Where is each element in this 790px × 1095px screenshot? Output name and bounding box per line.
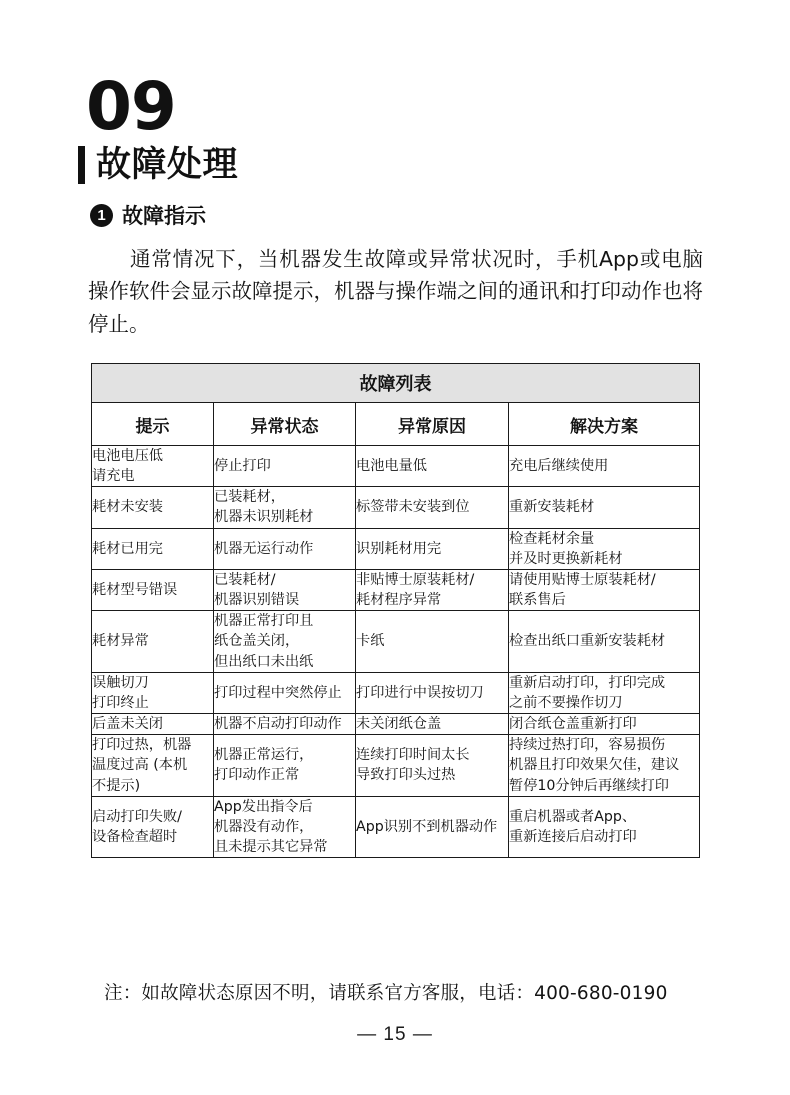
cell-solution: 检查出纸口重新安装耗材 <box>509 611 700 672</box>
cell-cause: 未关闭纸仓盖 <box>356 714 509 735</box>
chapter-title-row <box>78 146 238 184</box>
table-row <box>92 528 700 569</box>
cell-state: 停止打印 <box>214 446 356 487</box>
cell-tip: 启动打印失败/ 设备检查超时 <box>92 796 214 857</box>
cell-cause: App识别不到机器动作 <box>356 796 509 857</box>
cell-tip: 耗材型号错误 <box>92 569 214 610</box>
fault-table <box>91 363 700 858</box>
table-caption-row <box>92 364 700 403</box>
cell-tip: 耗材已用完 <box>92 528 214 569</box>
column-header-state: 异常状态 <box>214 403 356 446</box>
cell-cause: 打印进行中误按切刀 <box>356 672 509 713</box>
cell-tip: 电池电压低 请充电 <box>92 446 214 487</box>
cell-solution: 重新启动打印，打印完成 之前不要操作切刀 <box>509 672 700 713</box>
section-heading <box>90 200 206 230</box>
cell-tip: 耗材异常 <box>92 611 214 672</box>
title-accent-bar <box>78 146 85 184</box>
column-header-cause: 异常原因 <box>356 403 509 446</box>
cell-state: 机器无运行动作 <box>214 528 356 569</box>
cell-cause: 非贴博士原装耗材/ 耗材程序异常 <box>356 569 509 610</box>
cell-solution: 持续过热打印，容易损伤 机器且打印效果欠佳，建议 暂停10分钟后再继续打印 <box>509 735 700 796</box>
table-body <box>92 446 700 858</box>
table-row <box>92 735 700 796</box>
table-row <box>92 611 700 672</box>
cell-solution: 请使用贴博士原装耗材/ 联系售后 <box>509 569 700 610</box>
cell-tip: 耗材未安装 <box>92 487 214 528</box>
table-caption: 故障列表 <box>92 364 700 403</box>
table-row <box>92 487 700 528</box>
table-row <box>92 714 700 735</box>
cell-state: App发出指令后 机器没有动作， 且未提示其它异常 <box>214 796 356 857</box>
cell-cause: 卡纸 <box>356 611 509 672</box>
cell-cause: 识别耗材用完 <box>356 528 509 569</box>
table-row <box>92 672 700 713</box>
cell-state: 已装耗材， 机器未识别耗材 <box>214 487 356 528</box>
cell-tip: 误触切刀 打印终止 <box>92 672 214 713</box>
cell-solution: 充电后继续使用 <box>509 446 700 487</box>
cell-solution: 闭合纸仓盖重新打印 <box>509 714 700 735</box>
chapter-number: 09 <box>86 68 176 145</box>
cell-state: 机器正常运行， 打印动作正常 <box>214 735 356 796</box>
section-title: 故障指示 <box>122 204 206 228</box>
cell-solution: 重启机器或者App、 重新连接后启动打印 <box>509 796 700 857</box>
cell-tip: 打印过热，机器 温度过高 (本机 不提示) <box>92 735 214 796</box>
cell-solution: 检查耗材余量 并及时更换新耗材 <box>509 528 700 569</box>
column-header-solution: 解决方案 <box>509 403 700 446</box>
cell-cause: 标签带未安装到位 <box>356 487 509 528</box>
cell-state: 打印过程中突然停止 <box>214 672 356 713</box>
intro-paragraph: 通常情况下，当机器发生故障或异常状况时，手机App或电脑操作软件会显示故障提示，机器与操作端之间的通讯和打印动作也将停止。 <box>88 247 703 336</box>
cell-cause: 电池电量低 <box>356 446 509 487</box>
cell-state: 机器正常打印且 纸仓盖关闭， 但出纸口未出纸 <box>214 611 356 672</box>
table-row <box>92 569 700 610</box>
table-row <box>92 796 700 857</box>
cell-cause: 连续打印时间太长 导致打印头过热 <box>356 735 509 796</box>
numbered-bullet-icon: 1 <box>90 204 113 227</box>
cell-tip: 后盖未关闭 <box>92 714 214 735</box>
column-header-tip: 提示 <box>92 403 214 446</box>
cell-state: 已装耗材/ 机器识别错误 <box>214 569 356 610</box>
chapter-title: 故障处理 <box>96 144 239 185</box>
table-header-row <box>92 403 700 446</box>
cell-solution: 重新安装耗材 <box>509 487 700 528</box>
footnote: 注：如故障状态原因不明，请联系官方客服，电话：400-680-0190 <box>104 983 668 1004</box>
table-row <box>92 446 700 487</box>
page-number: — 15 — <box>357 1024 433 1045</box>
cell-state: 机器不启动打印动作 <box>214 714 356 735</box>
